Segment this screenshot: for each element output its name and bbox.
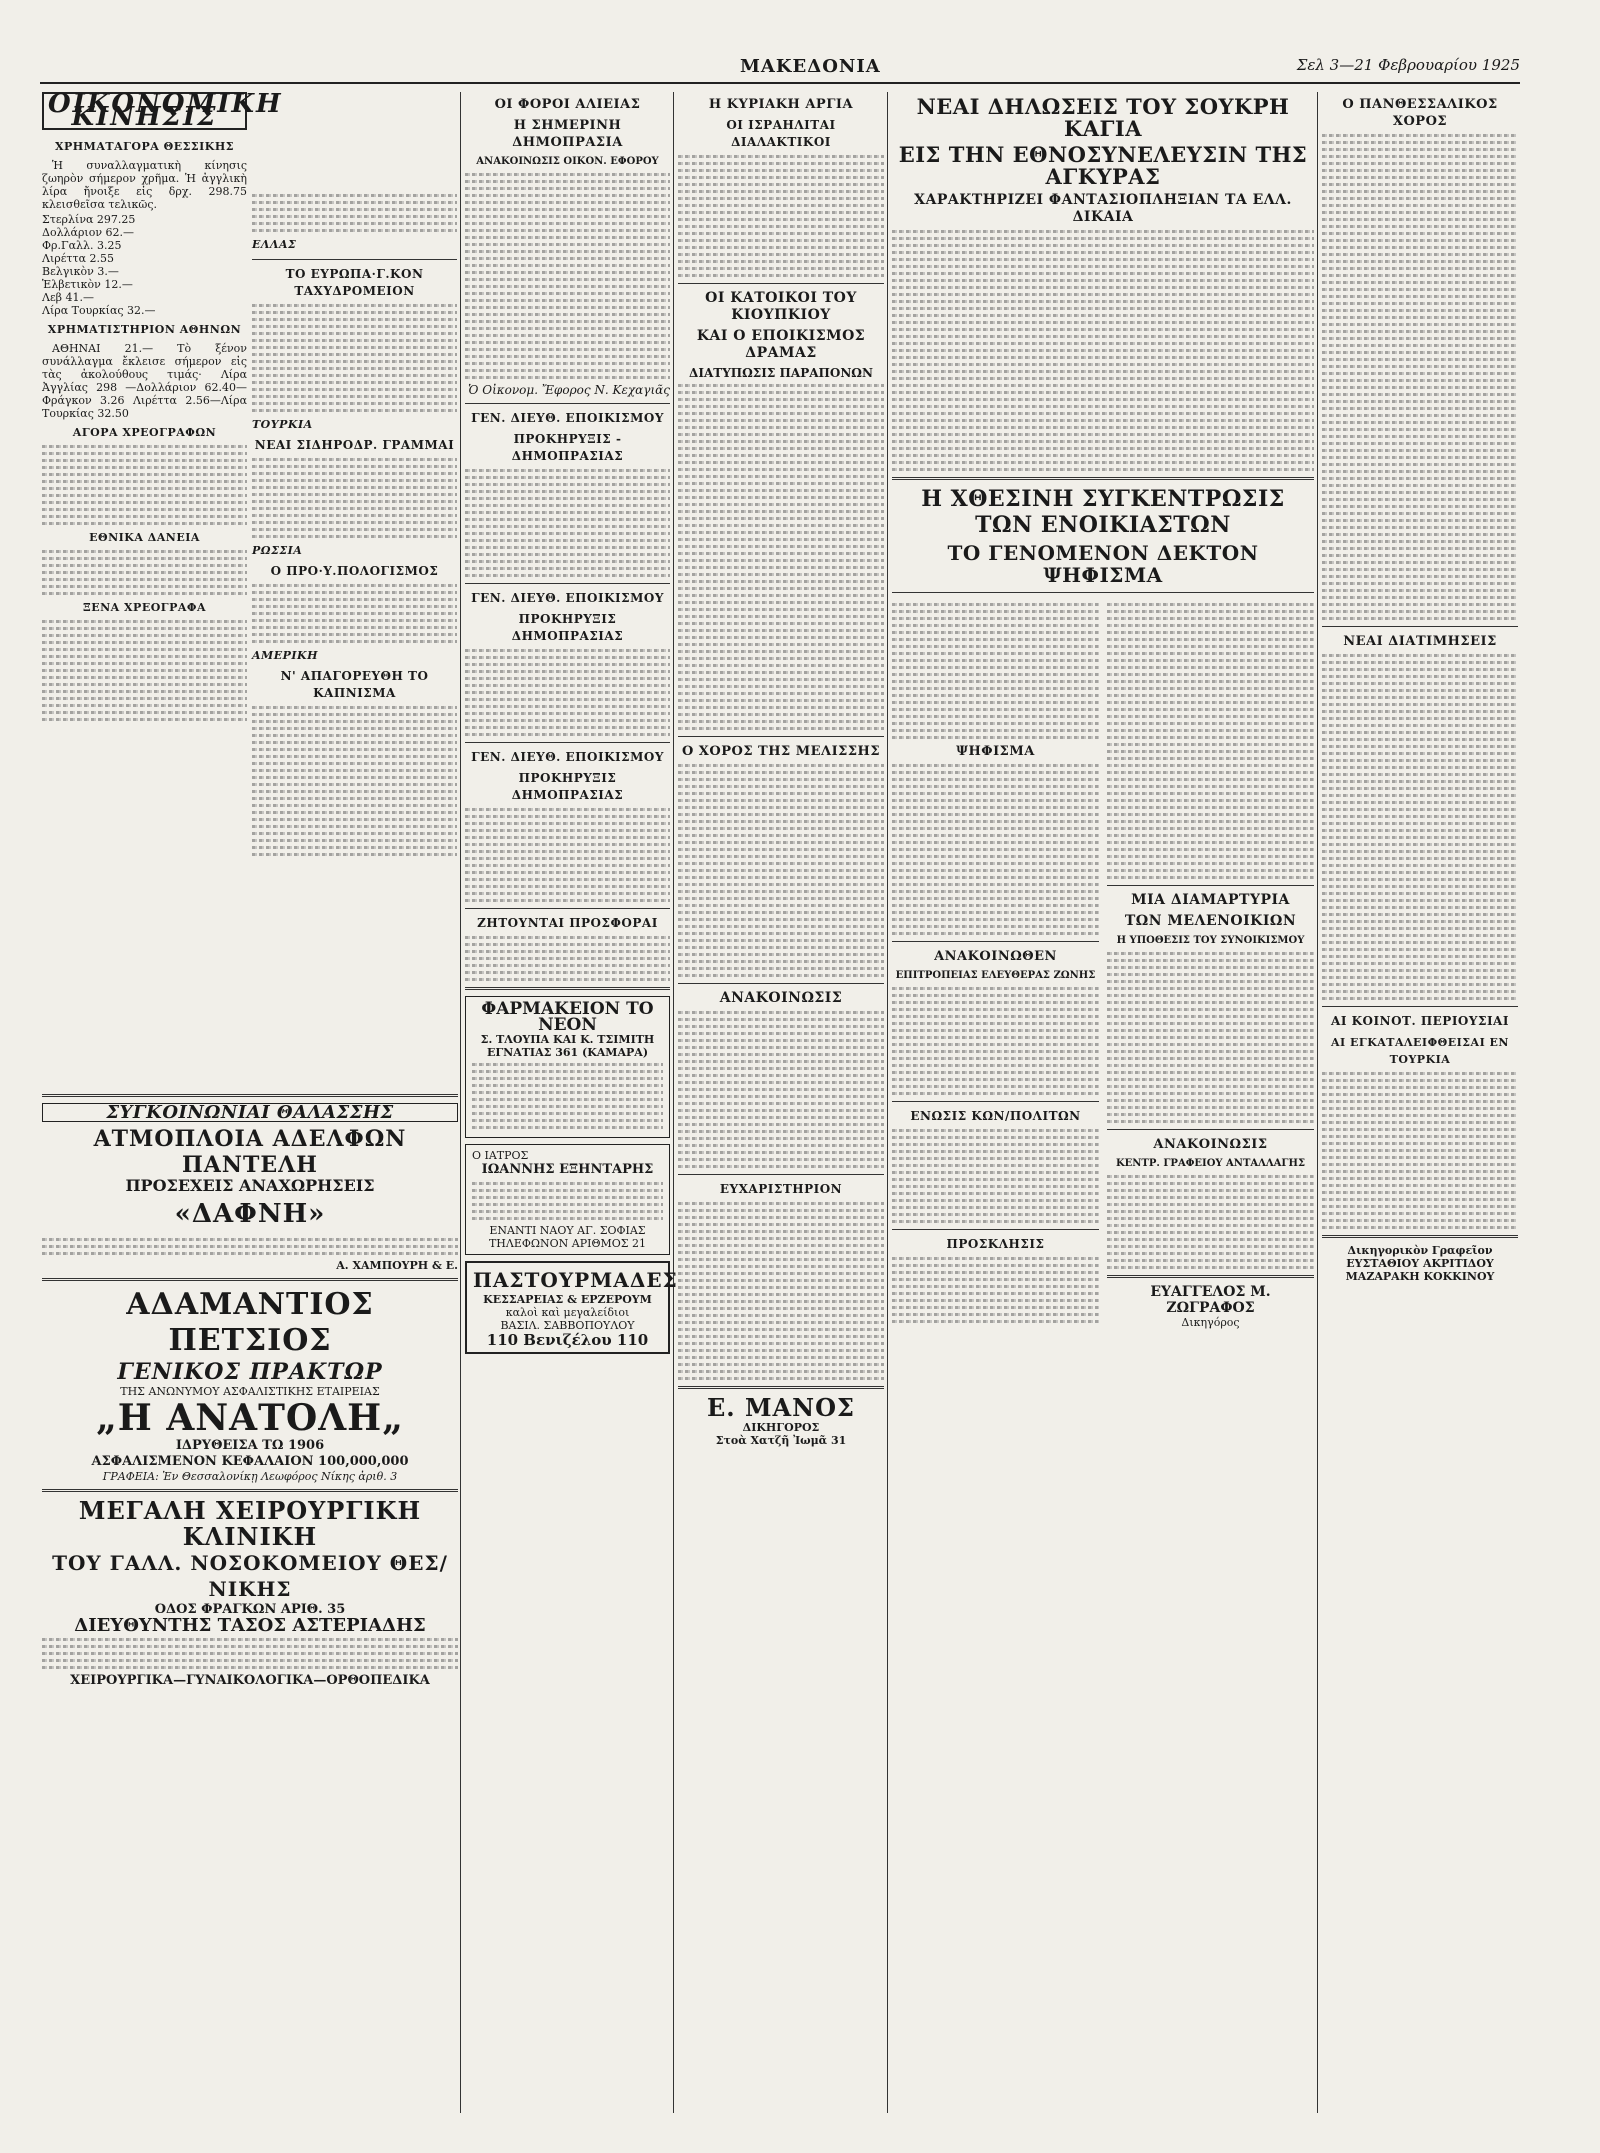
section-heading: ΞΕΝΑ ΧΡΕΟΓΡΑΦΑ [82,601,207,614]
text-block [678,1202,884,1380]
divider [678,983,884,984]
headline: ΕΙΣ ΤΗΝ ΕΘΝΟΣΥΝΕΛΕΥΣΙΝ ΤΗΣ ΑΓΚΥΡΑΣ [898,142,1308,189]
pastourma-vendor: ΒΑΣΙΛ. ΣΑΒΒΟΠΟΥΛΟΥ [500,1319,635,1332]
text-block [42,1638,458,1669]
insurance-capital: ΑΣΦΑΛΙΣΜΕΝΟΝ ΚΕΦΑΛΑΙΟΝ 100,000,000 [91,1454,409,1469]
two-col-body [892,599,1314,1329]
column-rule [460,92,461,2113]
text-block [472,1063,663,1129]
article-heading: Ο ΠΑΝΘΕΣΣΑΛΙΚΟΣ ΧΟΡΟΣ [1342,97,1498,129]
rate-line: Λιρέττα 2.55 [42,252,115,265]
divider [678,736,884,737]
economic-banner: ΟΙΚΟΝΟΜΙΚΗ ΚΙΝΗΣΙΣ [42,92,247,130]
lawyer-address: Στοὰ Χατζῆ Ἰωμᾶ 31 [715,1434,847,1447]
text-block [892,764,1099,935]
pastourma-desc: καλοὶ καὶ μεγαλείδιοι [505,1306,630,1319]
shipping-banner: ΣΥΓΚΟΙΝΩΝΙΑΙ ΘΑΛΑΣΣΗΣ [42,1103,458,1122]
rate-line: Λεβ 41.— [42,291,94,304]
text-block [42,620,247,721]
text-block [252,458,457,538]
pharmacy-ad [465,996,670,1138]
text-block [1107,603,1314,879]
text-block [892,1129,1099,1223]
rate-line: Στερλίνα 297.25 [42,213,136,226]
headline: ΝΕΑΙ ΔΗΛΩΣΕΙΣ ΤΟΥ ΣΟΥΚΡΗ ΚΑΓΙΑ [916,94,1290,141]
article-subheading: ΔΙΑΤΥΠΩΣΙΣ ΠΑΡΑΠΟΝΩΝ [689,366,873,380]
article-heading: ΠΡΟΚΗΡΥΞΙΣ - ΔΗΜΟΠΡΑΣΙΑΣ [511,432,624,463]
newspaper-title: ΜΑΚΕΔΟΝΙΑ [740,56,881,77]
article-heading: Ο ΧΟΡΟΣ ΤΗΣ ΜΕΛΙΣΣΗΣ [681,744,881,759]
clinic-ad-title: ΜΕΓΑΛΗ ΧΕΙΡΟΥΡΓΙΚΗ ΚΛΙΝΙΚΗ [78,1496,422,1551]
article-heading: ΟΙ ΦΟΡΟΙ ΑΛΙΕΙΑΣ [494,97,641,112]
article-heading: ΟΙ ΙΣΡΑΗΛΙΤΑΙ ΔΙΑΛΑΚΤΙΚΟΙ [726,118,836,149]
rate-line: Φρ.Γαλλ. 3.25 [42,239,122,252]
section-heading: ΨΗΦΙΣΜΑ [956,744,1035,759]
clinic-director: ΔΙΕΥΘΥΝΤΗΣ ΤΑΣΟΣ ΑΣΤΕΡΙΑΔΗΣ [74,1615,426,1636]
column-5-6 [892,92,1314,2113]
section-heading: ΑΜΕΡΙΚΗ [252,649,318,662]
section-heading: ΑΝΑΚΟΙΝΩΣΙΣ [1153,1137,1268,1152]
divider [465,403,670,404]
article-heading: ΖΗΤΟΥΝΤΑΙ ΠΡΟΣΦΟΡΑΙ [477,916,658,930]
ship-name: «ΔΑΦΝΗ» [174,1199,326,1229]
section-heading: ΤΩΝ ΜΕΛΕΝΟΙΚΙΩΝ [1124,913,1297,929]
insurance-ad-title: ΑΔΑΜΑΝΤΙΟΣ ΠΕΤΣΙΟΣ [126,1287,374,1358]
text-block [252,194,457,232]
divider [892,477,1314,480]
lawyer-name: Ε. ΜΑΝΟΣ [706,1393,855,1422]
text-block [1322,134,1518,620]
text-block [678,384,884,730]
text-block [252,706,457,856]
section-heading: ΤΟ ΕΥΡΩΠΑ·Γ.ΚΟΝ ΤΑΧΥΔΡΟΜΕΙΟΝ [285,267,424,298]
article-heading: ΕΥΧΑΡΙΣΤΗΡΙΟΝ [719,1182,843,1196]
section-heading: ΕΘΝΙΚΑ ΔΑΝΕΙΑ [89,531,200,544]
shipping-ad-title: ΑΤΜΟΠΛΟΙΑ ΑΔΕΛΦΩΝ ΠΑΝΤΕΛΗ [93,1126,407,1178]
pastourma-ad [465,1261,678,1354]
divider [465,908,670,909]
pharmacy-owners: Σ. ΤΛΟΥΠΑ ΚΑΙ Κ. ΤΣΙΜΙΤΗ [480,1033,655,1046]
section-heading: ΡΩΣΣΙΑ [252,544,303,557]
article-text: ΑΘΗΝΑΙ 21.— Τὸ ξένον συνάλλαγμα ἔκλεισε σήμερον εἰς τὰς ἀκολούθους τιμάς· Λίρα Ἀγγλίας 298 —Δολλάριον 62.40—Φράγκον 3.26 Λιρέττα 2.56—Λίρα Τουρκίας 32.50 [42,342,247,420]
text-block [892,1257,1099,1323]
section-heading: ΜΙΑ ΔΙΑΜΑΡΤΥΡΙΑ [1131,892,1290,908]
section-heading: ΧΡΗΜΑΤΙΣΤΗΡΙΟΝ ΑΘΗΝΩΝ [47,323,242,336]
pastourma-origin: ΚΕΣΣΑΡΕΙΑΣ & ΕΡΖΕΡΟΥΜ [483,1293,652,1306]
headline-sub: ΧΑΡΑΚΤΗΡΙΖΕΙ ΦΑΝΤΑΣΙΟΠΛΗΞΙΑΝ ΤΑ ΕΛΛ. ΔΙΚΑΙΑ [914,192,1292,225]
text-block [678,764,884,977]
article-heading: ΑΝΑΚΟΙΝΩΣΙΣ [719,990,843,1006]
pharmacy-name: ΦΑΡΜΑΚΕΙΟΝ ΤΟ ΝΕΟΝ [481,999,654,1035]
text-block [678,1011,884,1168]
section-heading: ΠΡΟΣΚΛΗΣΙΣ [946,1237,1045,1251]
text-block [42,445,247,525]
text-block [252,304,457,412]
masthead [40,56,1520,84]
lawyer-title: ΔΙΚΗΓΟΡΟΣ [742,1421,820,1434]
doctor-address: ΕΝΑΝΤΙ ΝΑΟΥ ΑΓ. ΣΟΦΙΑΣ [489,1224,646,1237]
rate-line: Δολλάριον 62.— [42,226,135,239]
section-heading: ΧΡΗΜΑΤΑΓΟΡΑ ΘΕΣΣΙΚΗΣ [54,140,235,153]
divider [252,259,457,260]
clinic-address: ΟΔΟΣ ΦΡΑΓΚΩΝ ΑΡΙΘ. 35 [154,1602,346,1617]
divider [1322,1235,1518,1238]
insurance-ad-sub: ΓΕΝΙΚΟΣ ΠΡΑΚΤΩΡ [117,1359,383,1385]
rate-line: Ἑλβετικὸν 12.— [42,278,133,291]
clinic-specialties: ΧΕΙΡΟΥΡΓΙΚΑ—ΓΥΝΑΙΚΟΛΟΓΙΚΑ—ΟΡΘΟΠΕΔΙΚΑ [70,1673,430,1688]
section-heading: ΑΝΑΚΟΙΝΩΘΕΝ [934,949,1057,964]
divider [892,941,1099,942]
lawyer-ad-title: Δικηγόρος [1181,1316,1240,1329]
divider [892,1101,1099,1102]
section-subheading: ΚΕΝΤΡ. ΓΡΑΦΕΙΟΥ ΑΝΤΑΛΛΑΓΗΣ [1115,1158,1306,1169]
section-subheading: ΕΠΙΤΡΟΠΕΙΑΣ ΕΛΕΥΘΕΡΑΣ ΖΩΝΗΣ [895,970,1096,981]
section-heading: Ο ΠΡΟ·Υ.ΠΟΛΟΓΙΣΜΟΣ [270,564,439,578]
section-heading: ΕΛΛΑΣ [252,238,297,251]
pharmacy-address: ΕΓΝΑΤΙΑΣ 361 (ΚΑΜΑΡΑ) [486,1046,649,1059]
article-heading: Η ΚΥΡΙΑΚΗ ΑΡΓΙΑ [708,97,854,112]
column-rule [1317,92,1318,2113]
doctor-phone: ΤΗΛΕΦΩΝΟΝ ΑΡΙΘΜΟΣ 21 [488,1237,647,1250]
headline: ΤΟ ΓΕΝΟΜΕΝΟΝ ΔΕΚΤΟΝ ΨΗΦΙΣΜΑ [947,541,1259,587]
text-block [42,550,247,595]
text-block [1322,1072,1518,1229]
article-heading: ΑΙ ΚΟΙΝΟΤ. ΠΕΡΙΟΥΣΙΑΙ [1331,1014,1509,1028]
section-heading: ΑΓΟΡΑ ΧΡΕΟΓΡΑΦΩΝ [72,426,217,439]
divider [1107,1275,1314,1278]
signature: Ὁ Οἰκονομ. Ἔφορος Ν. Κεχαγιᾶς [468,383,670,397]
divider [1107,1129,1314,1130]
article-heading: ΓΕΝ. ΔΙΕΥΘ. ΕΠΟΙΚΙΣΜΟΥ [471,411,664,425]
text-block [1107,1175,1314,1269]
text-block [465,649,670,736]
shipping-agent: Α. ΧΑΜΠΟΥΡΗ & Ε. [336,1259,458,1272]
divider [678,1386,884,1389]
lawyer-ad-name: ΕΥΑΓΓΕΛΟΣ Μ. ΖΩΓΡΑΦΟΣ [1150,1284,1271,1316]
divider [678,283,884,284]
headline: Η ΧΘΕΣΙΝΗ ΣΥΓΚΕΝΤΡΩΣΙΣ ΤΩΝ ΕΝΟΙΚΙΑΣΤΩΝ [921,486,1285,538]
article-heading: ΓΕΝ. ΔΙΕΥΘ. ΕΠΟΙΚΙΣΜΟΥ [471,591,664,605]
text-block [1322,654,1518,1000]
insurance-founded: ΙΔΡΥΘΕΙΣΑ ΤΩ 1906 [175,1438,325,1453]
column-rule [887,92,888,2113]
column-rule [673,92,674,2113]
insurance-office: ΓΡΑΦΕΙΑ: Ἐν Θεσσαλονίκῃ Λεωφόρος Νίκης ἀριθ. 3 [102,1470,398,1483]
divider [465,742,670,743]
article-heading: ΚΑΙ Ο ΕΠΟΙΚΙΣΜΟΣ ΔΡΑΜΑΣ [696,328,866,361]
clinic-ad-sub: ΤΟΥ ΓΑΛΛ. ΝΟΣΟΚΟΜΕΙΟΥ ΘΕΣ/ΝΙΚΗΣ [52,1551,448,1601]
article-heading: ΑΙ ΕΓΚΑΤΑΛΕΙΦΘΕΙΣΑΙ ΕΝ ΤΟΥΡΚΙΑ [1330,1036,1509,1066]
divider [465,583,670,584]
insurance-ad-line: ΤΗΣ ΑΝΩΝΥΜΟΥ ΑΣΦΑΛΙΣΤΙΚΗΣ ΕΤΑΙΡΕΙΑΣ [120,1385,380,1398]
article-heading: ΠΡΟΚΗΡΥΞΙΣ ΔΗΜΟΠΡΑΣΙΑΣ [511,612,624,643]
text-block [465,469,670,577]
article-heading: ΠΡΟΚΗΡΥΞΙΣ ΔΗΜΟΠΡΑΣΙΑΣ [511,771,624,802]
shipping-ad-sub: ΠΡΟΣΕΧΕΙΣ ΑΝΑΧΩΡΗΣΕΙΣ [125,1176,375,1195]
law-office-ad: Δικηγορικὸν Γραφεῖον ΕΥΣΤΑΘΙΟΥ ΑΚΡΙΤΙΔΟΥ ΜΑΖΑΡΑΚΗ ΚΟΚΚΙΝΟΥ [1345,1244,1495,1283]
subcolumn-left [892,599,1099,1329]
column-4 [678,92,884,2113]
section-heading: ΤΟΥΡΚΙΑ [252,418,313,431]
section-heading: Ν' ΑΠΑΓΟΡΕΥΘΗ ΤΟ ΚΑΠΝΙΣΜΑ [280,669,429,700]
doctor-label: Ο ΙΑΤΡΟΣ [472,1149,529,1162]
column-3 [465,92,678,2113]
divider [465,987,670,990]
text-block [678,155,884,277]
insurance-company-name: „Η ΑΝΑΤΟΛΗ„ [96,1397,404,1439]
divider [42,1489,458,1492]
subcolumn-right [1107,599,1314,1329]
divider [1322,626,1518,627]
text-block [892,603,1099,739]
rates-list [42,213,247,317]
text-block [892,230,1314,471]
text-block [42,1238,458,1255]
text-block [892,987,1099,1095]
article-heading: Η ΣΗΜΕΡΙΝΗ ΔΗΜΟΠΡΑΣΙΑ [512,118,623,150]
column-7 [1322,92,1518,2113]
rate-line: Βελγικὸν 3.— [42,265,119,278]
text-block [472,1182,663,1220]
article-heading: ΟΙ ΚΑΤΟΙΚΟΙ ΤΟΥ ΚΙΟΥΠΚΙΟΥ [705,290,857,323]
ads-left [42,1088,458,2113]
article-subheading: ΑΝΑΚΟΙΝΩΣΙΣ ΟΙΚΟΝ. ΕΦΟΡΟΥ [476,156,659,167]
divider [892,592,1314,593]
divider [1322,1006,1518,1007]
article-text: Ἡ συναλλαγματικὴ κίνησις ζωηρὸν σήμερον χρῆμα. Ἡ ἀγγλικὴ λίρα ἤνοιξε εἰς δρχ. 298.75 κλεισθεῖσα τελικῶς. [42,159,247,211]
divider [678,1174,884,1175]
text-block [465,936,670,981]
text-block [1107,952,1314,1123]
doctor-name: ΙΩΑΝΝΗΣ ΕΞΗΝΤΑΡΗΣ [481,1162,654,1177]
text-block [465,808,670,902]
pastourma-address: 110 Βενιζέλου 110 [486,1331,649,1349]
page-date: Σελ 3—21 Φεβρουαρίου 1925 [1296,56,1520,74]
divider [1107,885,1314,886]
section-heading: ΕΝΩΣΙΣ ΚΩΝ/ΠΟΛΙΤΩΝ [910,1109,1081,1123]
text-block [465,173,670,379]
section-heading: ΝΕΑΙ ΣΙΔΗΡΟΔΡ. ΓΡΑΜΜΑΙ [254,438,455,452]
doctor-ad [465,1144,670,1255]
rate-line: Λίρα Τουρκίας 32.— [42,304,156,317]
divider [892,1229,1099,1230]
article-heading: ΝΕΑΙ ΔΙΑΤΙΜΗΣΕΙΣ [1343,634,1497,649]
divider [42,1094,458,1097]
pastourma-title: ΠΑΣΤΟΥΡΜΑΔΕΣ [473,1268,678,1292]
divider [42,1278,458,1281]
section-subheading: Η ΥΠΟΘΕΣΙΣ ΤΟΥ ΣΥΝΟΙΚΙΣΜΟΥ [1116,935,1305,946]
text-block [252,584,457,643]
article-heading: ΓΕΝ. ΔΙΕΥΘ. ΕΠΟΙΚΙΣΜΟΥ [471,750,664,764]
